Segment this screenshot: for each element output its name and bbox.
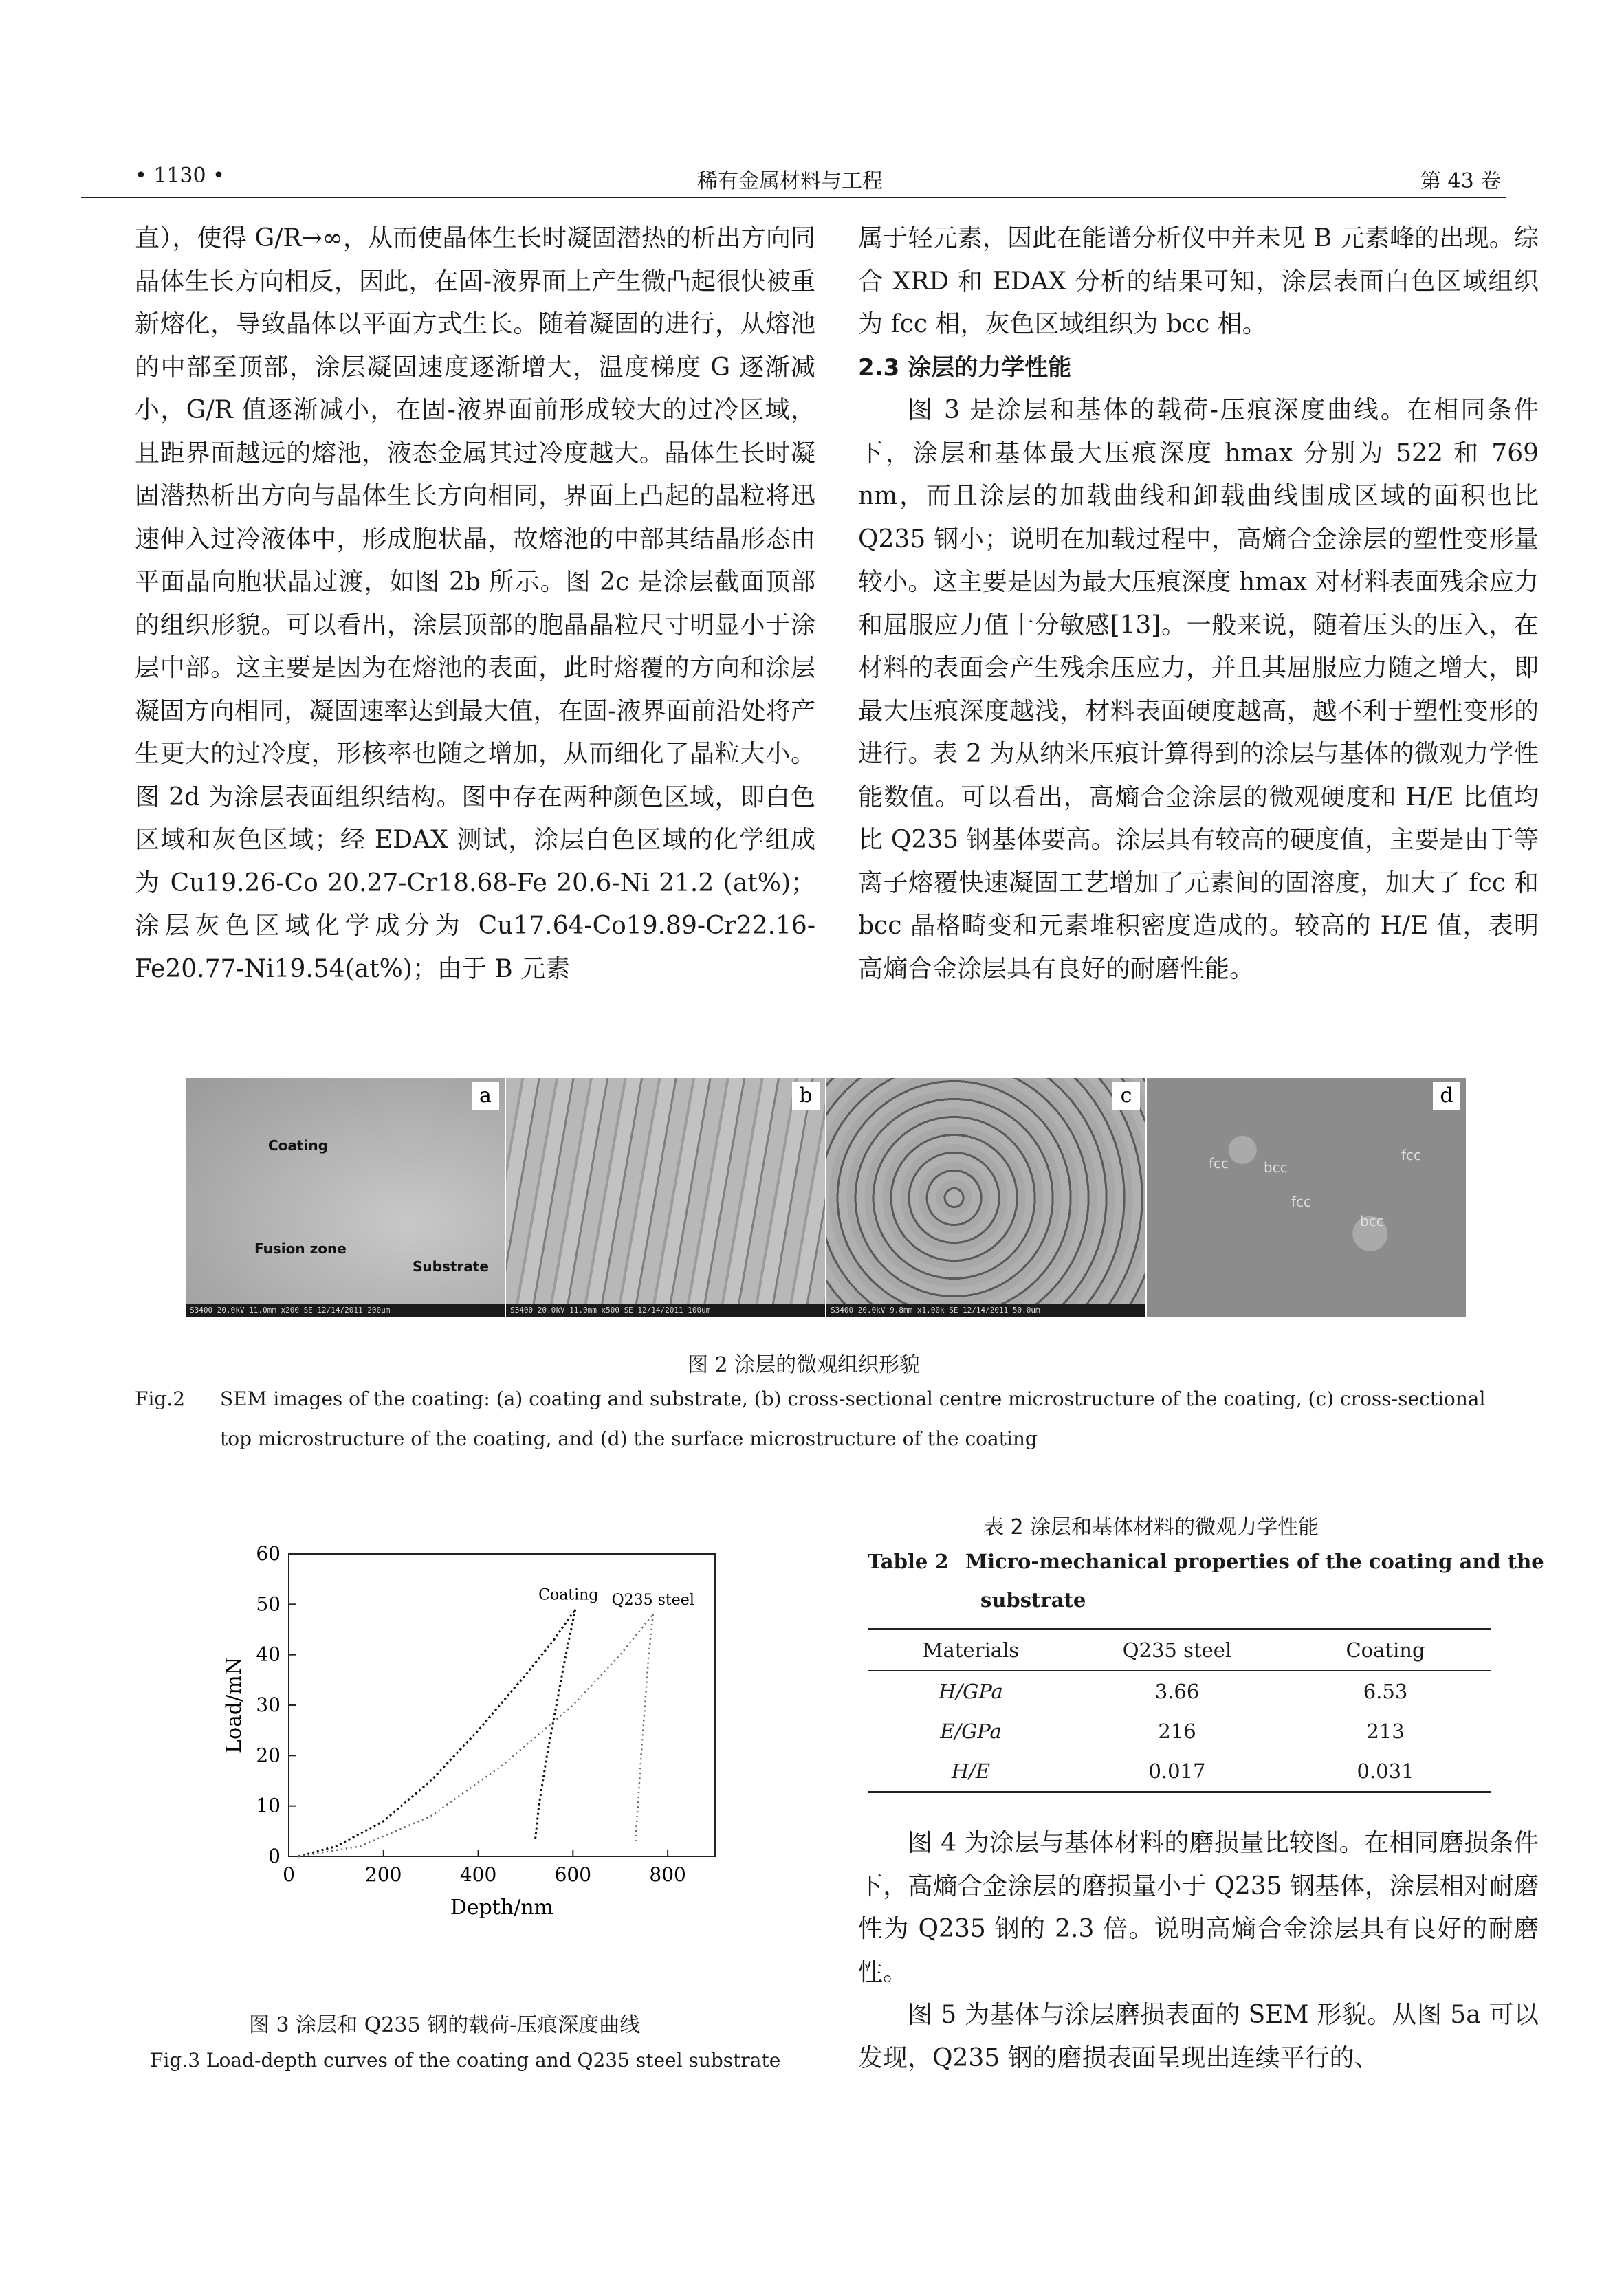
table-cell: 3.66 <box>1154 1680 1200 1703</box>
table-cell: H/E <box>951 1759 991 1783</box>
sem-panel-c <box>826 1078 1145 1317</box>
sem-scale-bar: S3400 20.0kV 9.8mm x1.00k SE 12/14/2011 50.0um <box>826 1304 1145 1317</box>
x-tick-label: 400 <box>459 1863 497 1886</box>
sem-panel-a <box>186 1078 505 1317</box>
table-cell: 216 <box>1158 1720 1196 1743</box>
panel-label-c: c <box>1112 1082 1140 1110</box>
y-tick-label: 40 <box>256 1643 281 1666</box>
sem-text-fcc: fcc <box>1209 1155 1229 1172</box>
table-cell: H/GPa <box>939 1680 1003 1703</box>
right-paragraph-1: 属于轻元素，因此在能谱分析仪中并未见 B 元素峰的出现。综合 XRD 和 EDAX 分析的结果可知，涂层表面白色区域组织为 fcc 相，灰色区域组织为 bcc 相。 <box>858 224 1539 338</box>
y-tick-label: 0 <box>268 1845 281 1867</box>
y-tick-label: 10 <box>256 1794 281 1817</box>
figure2-caption-label: Fig.2 <box>135 1387 186 1410</box>
table2-title-en-2: substrate <box>980 1588 1086 1612</box>
bottom-right-column <box>858 1822 1539 2080</box>
table-cell: 213 <box>1366 1720 1405 1743</box>
left-column <box>135 217 815 991</box>
series-label: Coating <box>538 1586 599 1604</box>
x-tick-label: 200 <box>365 1863 402 1886</box>
panel-label-a: a <box>472 1082 499 1110</box>
table-header-cell: Materials <box>922 1638 1020 1662</box>
y-tick-label: 50 <box>256 1592 281 1616</box>
right-paragraph-4: 图 5 为基体与涂层磨损表面的 SEM 形貌。从图 5a 可以发现，Q235 钢的磨损表面呈现出连续平行的、 <box>858 2001 1539 2072</box>
section-title: 2.3 涂层的力学性能 <box>858 353 1072 382</box>
volume: 第 43 卷 <box>1420 169 1502 193</box>
table-row <box>868 1751 1491 1792</box>
sem-text-coating: Coating <box>268 1137 328 1154</box>
table2-title-zh: 表 2 涂层和基体材料的微观力学性能 <box>983 1515 1319 1539</box>
table2 <box>868 1628 1491 1793</box>
header-rule <box>81 197 1506 198</box>
panel-label-b: b <box>792 1082 820 1110</box>
sem-scale-bar: S3400 20.0kV 11.0mm x500 SE 12/14/2011 100um <box>506 1304 825 1317</box>
y-axis-label: Load/mN <box>222 1657 246 1753</box>
series-curve-loading <box>298 1610 575 1856</box>
load-depth-chart <box>206 1540 770 1925</box>
panel-label-d: d <box>1433 1082 1460 1110</box>
table-header-cell: Coating <box>1346 1638 1425 1662</box>
table-cell: 0.017 <box>1148 1759 1206 1783</box>
sem-panel-d <box>1147 1078 1466 1317</box>
table2-title-en: Micro-mechanical properties of the coating and the <box>965 1550 1544 1573</box>
left-paragraph: 直），使得 G/R→∞，从而使晶体生长时凝固潜热的析出方向同晶体生长方向相反，因此，在固-液界面上产生微凸起很快被重新熔化，导致晶体以平面方式生长。随着凝固的进行，从熔池的中部至顶部，涂层凝固速度逐渐增大，温度梯度 G 逐渐减小，G/R 值逐渐减小，在固-液界面前形成较大的过冷区域，且距界面越远的熔池，液态金属其过冷度越大。晶体生长时凝固潜热析出方向与晶体生长方向相同，界面上凸起的晶粒将迅速伸入过冷液体中，形成胞状晶，故熔池的中部其结晶形态由平面晶向胞状晶过渡，如图 2b 所示。图 2c 是涂层截面顶部的组织形貌。可以看出，涂层顶部的胞晶晶粒尺寸明显小于涂层中部。这主要是因为在熔池的表面，此时熔覆的方向和涂层凝固方向相同，凝固速率达到最大值，在固-液界面前沿处将产生更大的过冷度，形核率也随之增加，从而细化了晶粒大小。图 2d 为涂层表面组织结构。图中存在两种颜色区域，即白色区域和灰色区域；经 EDAX 测试，涂层白色区域的化学组成为 Cu19.26-Co 20.27-Cr18.68-Fe 20.6-Ni 21.2 (at%)；涂层灰色区域化学成分为 Cu17.64-Co19.89-Cr22.16-Fe20.77-Ni19.54(at%)；由于 B 元素 <box>135 224 815 983</box>
sem-text-fusion-zone: Fusion zone <box>254 1240 347 1257</box>
series-curve-unloading <box>535 1610 575 1841</box>
x-tick-label: 600 <box>554 1863 592 1886</box>
sem-text-fcc: fcc <box>1401 1147 1422 1163</box>
page-number: • 1130 • <box>135 164 225 188</box>
table-cell: 6.53 <box>1363 1680 1408 1703</box>
sem-text-bcc: bcc <box>1264 1159 1288 1176</box>
table-row <box>868 1711 1491 1751</box>
sem-text-substrate: Substrate <box>413 1258 489 1275</box>
journal-title: 稀有金属材料与工程 <box>697 169 883 193</box>
table-row <box>868 1671 1491 1711</box>
right-paragraph-2: 图 3 是涂层和基体的载荷-压痕深度曲线。在相同条件下，涂层和基体最大压痕深度 hmax 分别为 522 和 769 nm，而且涂层的加载曲线和卸载曲线围成区域的面积也比 Q235 钢小；说明在加载过程中，高熵合金涂层的塑性变形量较小。这主要是因为最大压痕深度 hmax 对材料表面残余应力和屈服应力值十分敏感[13]。一般来说，随着压头的压入，在材料的表面会产生残余压应力，并且其屈服应力随之增大，即最大压痕深度越浅，材料表面硬度越高，越不利于塑性变形的进行。表 2 为从纳米压痕计算得到的涂层与基体的微观力学性能数值。可以看出，高熵合金涂层的微观硬度和 H/E 比值均比 Q235 钢基体要高。涂层具有较高的硬度值，主要是由于等离子熔覆快速凝固工艺增加了元素间的固溶度，加大了 fcc 和 bcc 晶格畸变和元素堆积密度造成的。较高的 H/E 值，表明高熵合金涂层具有良好的耐磨性能。 <box>858 396 1539 983</box>
sem-panel-b <box>506 1078 825 1317</box>
y-tick-label: 60 <box>256 1542 281 1565</box>
y-tick-label: 30 <box>256 1693 281 1716</box>
sem-text-bcc: bcc <box>1360 1213 1384 1229</box>
figure3-caption-en: Fig.3 Load-depth curves of the coating and Q235 steel substrate <box>150 2049 781 2072</box>
right-column <box>858 217 1539 991</box>
x-tick-label: 800 <box>649 1863 686 1886</box>
series-label: Q235 steel <box>611 1592 694 1609</box>
sem-scale-bar: S3400 20.0kV 11.0mm x200 SE 12/14/2011 200um <box>186 1304 505 1317</box>
table-cell: 0.031 <box>1357 1759 1414 1783</box>
table2-label: Table 2 <box>868 1550 949 1573</box>
series-curve-loading <box>298 1614 653 1856</box>
table-header-row <box>868 1630 1491 1671</box>
x-axis-label: Depth/nm <box>450 1896 554 1920</box>
figure2-caption-en: SEM images of the coating: (a) coating and substrate, (b) cross-sectional centre microstructure of the coating, (c) cross-sectional top microstructure of the coating, and (d) the surface microstructure of the coating <box>220 1387 1486 1450</box>
x-tick-label: 0 <box>283 1863 295 1886</box>
sem-text-fcc: fcc <box>1291 1194 1312 1210</box>
figure3-caption-zh: 图 3 涂层和 Q235 钢的载荷-压痕深度曲线 <box>249 2013 641 2037</box>
y-tick-label: 20 <box>256 1744 281 1767</box>
series-curve-unloading <box>635 1614 652 1841</box>
right-paragraph-3: 图 4 为涂层与基体材料的磨损量比较图。在相同磨损条件下，高熵合金涂层的磨损量小于 Q235 钢基体，涂层相对耐磨性为 Q235 钢的 2.3 倍。说明高熵合金涂层具有良好的耐磨性。 <box>858 1829 1539 1986</box>
table-cell: E/GPa <box>940 1720 1002 1743</box>
table-header-cell: Q235 steel <box>1122 1638 1232 1662</box>
figure2-caption-zh: 图 2 涂层的微观组织形貌 <box>688 1353 921 1377</box>
